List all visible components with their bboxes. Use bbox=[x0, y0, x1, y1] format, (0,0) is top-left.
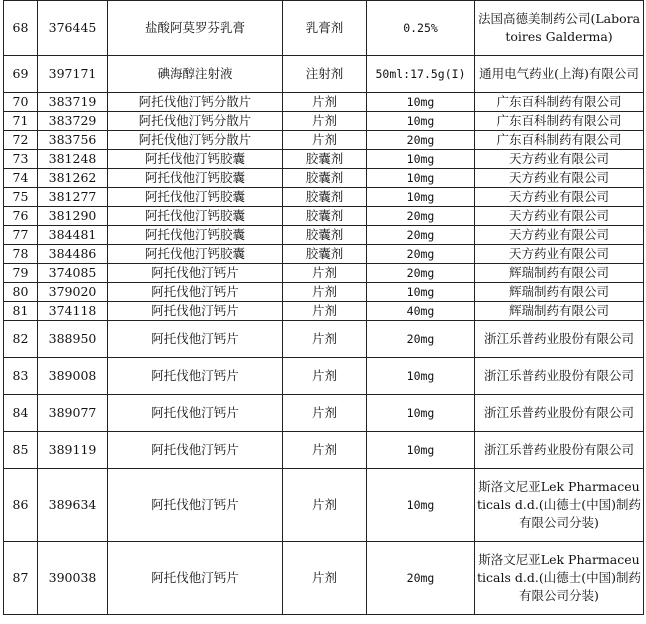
specification-cell: 10mg bbox=[367, 283, 475, 302]
dosage-form-cell: 片剂 bbox=[283, 432, 367, 469]
drug-name-cell: 阿托伐他汀钙片 bbox=[108, 432, 283, 469]
drug-name-cell: 阿托伐他汀钙胶囊 bbox=[108, 226, 283, 245]
drug-name-cell: 阿托伐他汀钙片 bbox=[108, 395, 283, 432]
specification-cell: 10mg bbox=[367, 112, 475, 131]
table-row bbox=[4, 207, 644, 226]
dosage-form-cell: 片剂 bbox=[283, 264, 367, 283]
dosage-form-cell: 片剂 bbox=[283, 395, 367, 432]
table-row bbox=[4, 283, 644, 302]
approval-code-cell: 389008 bbox=[38, 358, 108, 395]
manufacturer-cell: 浙江乐普药业股份有限公司 bbox=[475, 395, 644, 432]
row-number-cell: 74 bbox=[4, 169, 38, 188]
table-row bbox=[4, 188, 644, 207]
row-number-cell: 72 bbox=[4, 131, 38, 150]
drug-name-cell: 阿托伐他汀钙片 bbox=[108, 283, 283, 302]
approval-code-cell: 381262 bbox=[38, 169, 108, 188]
drug-name-cell: 盐酸阿莫罗芬乳膏 bbox=[108, 1, 283, 56]
drug-name-cell: 阿托伐他汀钙胶囊 bbox=[108, 245, 283, 264]
drug-name-cell: 碘海醇注射液 bbox=[108, 56, 283, 93]
drug-name-cell: 阿托伐他汀钙片 bbox=[108, 321, 283, 358]
drug-name-cell: 阿托伐他汀钙胶囊 bbox=[108, 169, 283, 188]
specification-cell: 10mg bbox=[367, 93, 475, 112]
specification-cell: 20mg bbox=[367, 226, 475, 245]
manufacturer-cell: 辉瑞制药有限公司 bbox=[475, 302, 644, 321]
drug-table bbox=[3, 0, 644, 615]
drug-name-cell: 阿托伐他汀钙胶囊 bbox=[108, 207, 283, 226]
dosage-form-cell: 片剂 bbox=[283, 302, 367, 321]
row-number-cell: 69 bbox=[4, 56, 38, 93]
manufacturer-cell: 斯洛文尼亚Lek Pharmaceuticals d.d.(山德士(中国)制药有限公司分装) bbox=[475, 469, 644, 542]
specification-cell: 20mg bbox=[367, 245, 475, 264]
manufacturer-cell: 天方药业有限公司 bbox=[475, 207, 644, 226]
approval-code-cell: 374118 bbox=[38, 302, 108, 321]
manufacturer-cell: 广东百科制药有限公司 bbox=[475, 112, 644, 131]
drug-name-cell: 阿托伐他汀钙胶囊 bbox=[108, 188, 283, 207]
specification-cell: 10mg bbox=[367, 395, 475, 432]
approval-code-cell: 389119 bbox=[38, 432, 108, 469]
approval-code-cell: 383729 bbox=[38, 112, 108, 131]
manufacturer-cell: 天方药业有限公司 bbox=[475, 226, 644, 245]
approval-code-cell: 390038 bbox=[38, 542, 108, 615]
approval-code-cell: 381248 bbox=[38, 150, 108, 169]
row-number-cell: 81 bbox=[4, 302, 38, 321]
approval-code-cell: 389634 bbox=[38, 469, 108, 542]
table-row bbox=[4, 542, 644, 615]
drug-name-cell: 阿托伐他汀钙分散片 bbox=[108, 131, 283, 150]
dosage-form-cell: 片剂 bbox=[283, 131, 367, 150]
specification-cell: 10mg bbox=[367, 150, 475, 169]
approval-code-cell: 384486 bbox=[38, 245, 108, 264]
table-row bbox=[4, 358, 644, 395]
specification-cell: 40mg bbox=[367, 302, 475, 321]
approval-code-cell: 388950 bbox=[38, 321, 108, 358]
manufacturer-cell: 浙江乐普药业股份有限公司 bbox=[475, 432, 644, 469]
drug-name-cell: 阿托伐他汀钙分散片 bbox=[108, 112, 283, 131]
specification-cell: 20mg bbox=[367, 264, 475, 283]
manufacturer-cell: 浙江乐普药业股份有限公司 bbox=[475, 321, 644, 358]
dosage-form-cell: 片剂 bbox=[283, 112, 367, 131]
row-number-cell: 73 bbox=[4, 150, 38, 169]
row-number-cell: 76 bbox=[4, 207, 38, 226]
specification-cell: 20mg bbox=[367, 131, 475, 150]
table-row bbox=[4, 264, 644, 283]
dosage-form-cell: 胶囊剂 bbox=[283, 207, 367, 226]
dosage-form-cell: 片剂 bbox=[283, 283, 367, 302]
row-number-cell: 68 bbox=[4, 1, 38, 56]
table-row bbox=[4, 112, 644, 131]
manufacturer-cell: 法国高德美制药公司(Laboratoires Galderma) bbox=[475, 1, 644, 56]
manufacturer-cell: 辉瑞制药有限公司 bbox=[475, 264, 644, 283]
manufacturer-cell: 天方药业有限公司 bbox=[475, 150, 644, 169]
approval-code-cell: 383756 bbox=[38, 131, 108, 150]
table-row bbox=[4, 226, 644, 245]
row-number-cell: 70 bbox=[4, 93, 38, 112]
row-number-cell: 77 bbox=[4, 226, 38, 245]
table-row bbox=[4, 93, 644, 112]
row-number-cell: 83 bbox=[4, 358, 38, 395]
row-number-cell: 85 bbox=[4, 432, 38, 469]
drug-name-cell: 阿托伐他汀钙片 bbox=[108, 302, 283, 321]
dosage-form-cell: 胶囊剂 bbox=[283, 226, 367, 245]
drug-table-body bbox=[4, 1, 644, 615]
dosage-form-cell: 注射剂 bbox=[283, 56, 367, 93]
specification-cell: 10mg bbox=[367, 358, 475, 395]
table-row bbox=[4, 1, 644, 56]
specification-cell: 10mg bbox=[367, 169, 475, 188]
approval-code-cell: 389077 bbox=[38, 395, 108, 432]
table-row bbox=[4, 469, 644, 542]
approval-code-cell: 383719 bbox=[38, 93, 108, 112]
row-number-cell: 86 bbox=[4, 469, 38, 542]
specification-cell: 10mg bbox=[367, 469, 475, 542]
row-number-cell: 80 bbox=[4, 283, 38, 302]
dosage-form-cell: 片剂 bbox=[283, 542, 367, 615]
dosage-form-cell: 片剂 bbox=[283, 321, 367, 358]
dosage-form-cell: 胶囊剂 bbox=[283, 245, 367, 264]
manufacturer-cell: 广东百科制药有限公司 bbox=[475, 131, 644, 150]
manufacturer-cell: 广东百科制药有限公司 bbox=[475, 93, 644, 112]
table-row bbox=[4, 321, 644, 358]
manufacturer-cell: 斯洛文尼亚Lek Pharmaceuticals d.d.(山德士(中国)制药有限公司分装) bbox=[475, 542, 644, 615]
dosage-form-cell: 胶囊剂 bbox=[283, 169, 367, 188]
dosage-form-cell: 胶囊剂 bbox=[283, 188, 367, 207]
drug-list-sheet bbox=[3, 0, 643, 615]
approval-code-cell: 384481 bbox=[38, 226, 108, 245]
manufacturer-cell: 浙江乐普药业股份有限公司 bbox=[475, 358, 644, 395]
dosage-form-cell: 片剂 bbox=[283, 358, 367, 395]
manufacturer-cell: 天方药业有限公司 bbox=[475, 245, 644, 264]
specification-cell: 0.25% bbox=[367, 1, 475, 56]
approval-code-cell: 381277 bbox=[38, 188, 108, 207]
specification-cell: 10mg bbox=[367, 188, 475, 207]
manufacturer-cell: 通用电气药业(上海)有限公司 bbox=[475, 56, 644, 93]
row-number-cell: 87 bbox=[4, 542, 38, 615]
table-row bbox=[4, 150, 644, 169]
specification-cell: 20mg bbox=[367, 321, 475, 358]
table-row bbox=[4, 302, 644, 321]
table-row bbox=[4, 131, 644, 150]
table-row bbox=[4, 169, 644, 188]
row-number-cell: 79 bbox=[4, 264, 38, 283]
specification-cell: 20mg bbox=[367, 542, 475, 615]
specification-cell: 20mg bbox=[367, 207, 475, 226]
approval-code-cell: 376445 bbox=[38, 1, 108, 56]
drug-name-cell: 阿托伐他汀钙片 bbox=[108, 469, 283, 542]
row-number-cell: 82 bbox=[4, 321, 38, 358]
specification-cell: 10mg bbox=[367, 432, 475, 469]
manufacturer-cell: 天方药业有限公司 bbox=[475, 169, 644, 188]
drug-name-cell: 阿托伐他汀钙片 bbox=[108, 358, 283, 395]
table-row bbox=[4, 395, 644, 432]
table-row bbox=[4, 245, 644, 264]
row-number-cell: 84 bbox=[4, 395, 38, 432]
drug-name-cell: 阿托伐他汀钙片 bbox=[108, 542, 283, 615]
approval-code-cell: 379020 bbox=[38, 283, 108, 302]
drug-name-cell: 阿托伐他汀钙分散片 bbox=[108, 93, 283, 112]
approval-code-cell: 381290 bbox=[38, 207, 108, 226]
table-row bbox=[4, 432, 644, 469]
dosage-form-cell: 胶囊剂 bbox=[283, 150, 367, 169]
row-number-cell: 75 bbox=[4, 188, 38, 207]
drug-name-cell: 阿托伐他汀钙片 bbox=[108, 264, 283, 283]
manufacturer-cell: 辉瑞制药有限公司 bbox=[475, 283, 644, 302]
row-number-cell: 71 bbox=[4, 112, 38, 131]
dosage-form-cell: 片剂 bbox=[283, 93, 367, 112]
manufacturer-cell: 天方药业有限公司 bbox=[475, 188, 644, 207]
drug-name-cell: 阿托伐他汀钙胶囊 bbox=[108, 150, 283, 169]
dosage-form-cell: 片剂 bbox=[283, 469, 367, 542]
table-row bbox=[4, 56, 644, 93]
row-number-cell: 78 bbox=[4, 245, 38, 264]
dosage-form-cell: 乳膏剂 bbox=[283, 1, 367, 56]
approval-code-cell: 397171 bbox=[38, 56, 108, 93]
approval-code-cell: 374085 bbox=[38, 264, 108, 283]
specification-cell: 50ml:17.5g(I) bbox=[367, 56, 475, 93]
